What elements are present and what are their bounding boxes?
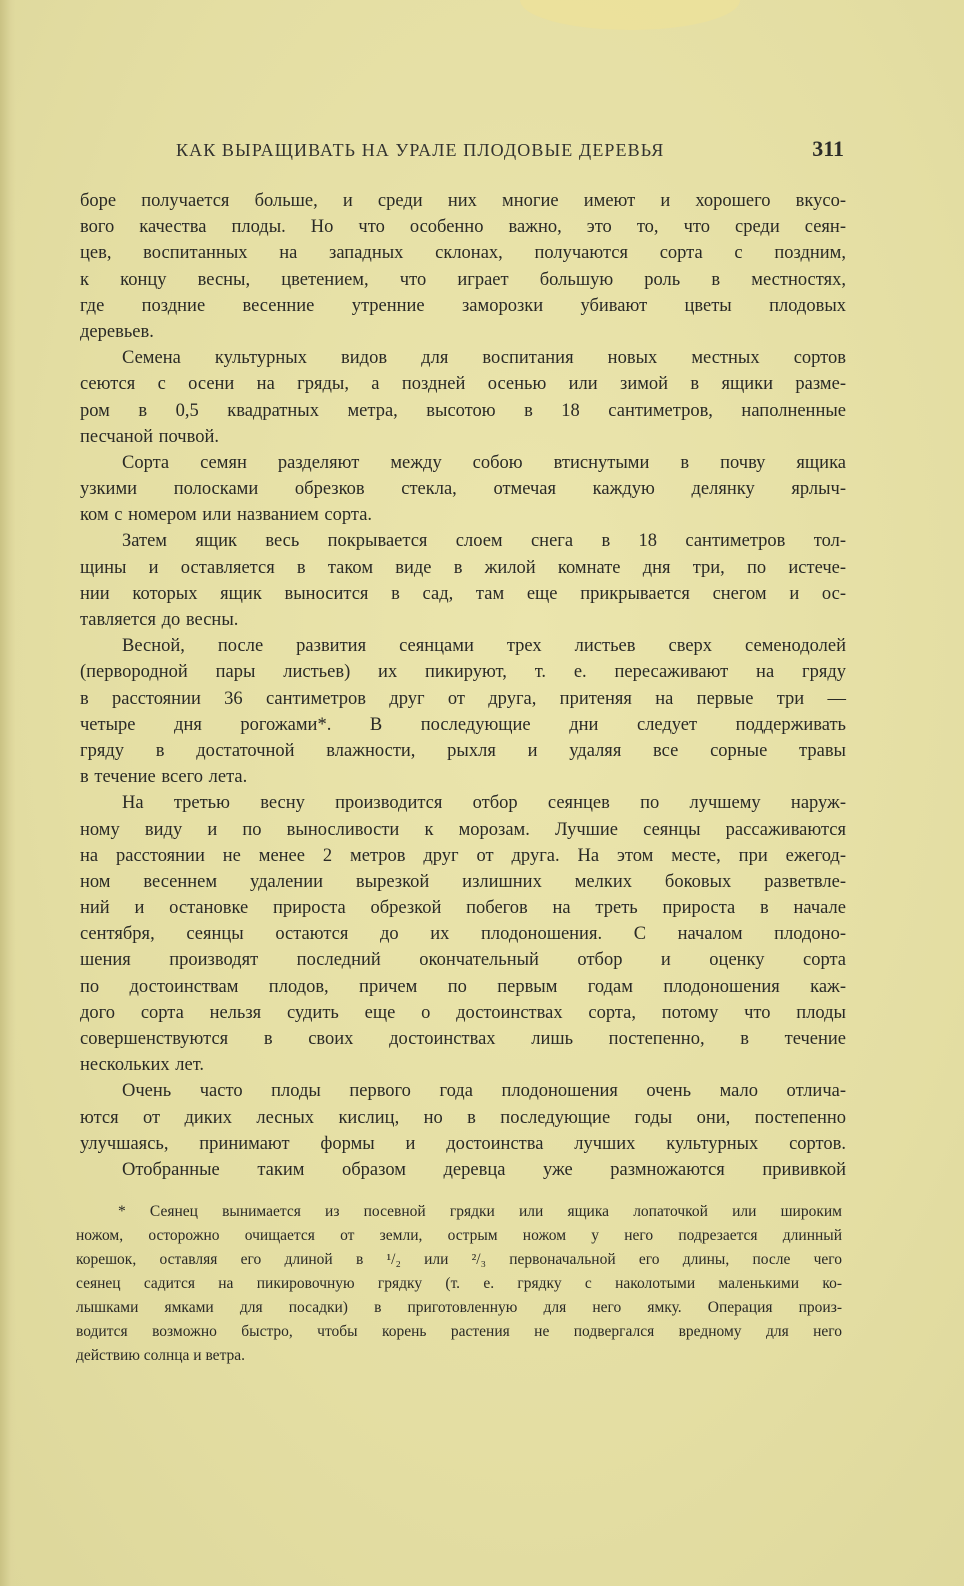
text-line: по достоинствам плодов, причем по первым годам плодоношения каж- bbox=[80, 976, 846, 997]
page-number: 311 bbox=[812, 136, 844, 161]
text-line: сентября, сеянцы остаются до их плодоношения. С началом плодоно- bbox=[80, 924, 846, 945]
text-line: гряду в достаточной влажности, рыхля и удаляя все сорные травы bbox=[80, 740, 846, 761]
text-line: где поздние весенние утренние заморозки убивают цветы плодовых bbox=[80, 295, 846, 316]
text-line: ний и остановке прироста обрезкой побегов на треть прироста в начале bbox=[80, 898, 846, 919]
text-line: дого сорта нельзя судить еще о достоинствах сорта, потому что плоды bbox=[80, 1002, 846, 1023]
footnote-line: водится возможно быстро, чтобы корень растения не подвергался вредному для него bbox=[76, 1323, 842, 1340]
footnote-line: действию солнца и ветра. bbox=[76, 1347, 246, 1364]
text-line: нии которых ящик выносится в сад, там еще прикрывается снегом и ос- bbox=[80, 583, 846, 604]
text-line: Сорта семян разделяют между собою втиснутыми в почву ящика bbox=[122, 452, 846, 473]
text-line: в течение всего лета. bbox=[80, 767, 248, 788]
text-line: Затем ящик весь покрывается слоем снега в 18 сантиметров тол- bbox=[122, 531, 846, 552]
text-line: (первородной пары листьев) их пикируют, т. е. пересаживают на гряду bbox=[80, 662, 846, 683]
running-title: КАК ВЫРАЩИВАТЬ НА УРАЛЕ ПЛОДОВЫЕ ДЕРЕВЬЯ bbox=[176, 140, 665, 160]
footnote-line: корешок, оставляя его длиной в ¹/₂ или ²/₃ первоначальной его длины, после чего bbox=[76, 1251, 842, 1268]
text-line: сеются с осени на гряды, а поздней осенью или зимой в ящики разме- bbox=[80, 374, 846, 395]
text-line: в расстоянии 36 сантиметров друг от друга, притеняя на первые три — bbox=[80, 688, 846, 709]
main-text bbox=[80, 188, 846, 1183]
text-line: четыре дня рогожами*. В последующие дни следует поддерживать bbox=[80, 714, 846, 735]
text-line: улучшаясь, принимают формы и достоинства лучших культурных сортов. bbox=[80, 1133, 846, 1154]
text-line: деревьев. bbox=[80, 321, 154, 342]
text-line: нескольких лет. bbox=[80, 1055, 205, 1076]
text-line: узкими полосками обрезков стекла, отмечая каждую делянку ярлыч- bbox=[80, 479, 846, 500]
text-line: ном весеннем удалении вырезкой излишних мелких боковых разветвле- bbox=[80, 871, 846, 892]
text-line: шения производят последний окончательный отбор и оценку сорта bbox=[80, 950, 846, 971]
text-line: ному виду и по выносливости к морозам. Лучшие сеянцы рассаживаются bbox=[80, 819, 846, 840]
footnote-line: лышками ямками для посадки) в приготовленную для него ямку. Операция произ- bbox=[76, 1299, 842, 1316]
text-line: щины и оставляется в таком виде в жилой комнате дня три, по истече- bbox=[80, 557, 846, 578]
text-line: Семена культурных видов для воспитания новых местных сортов bbox=[122, 348, 846, 369]
footnote bbox=[76, 1200, 842, 1368]
text-line: Отобранные таким образом деревца уже размножаются прививкой bbox=[122, 1159, 846, 1180]
text-line: вого качества плоды. Но что особенно важно, это то, что среди сеян- bbox=[80, 217, 846, 238]
text-line: на расстоянии не менее 2 метров друг от друга. На этом месте, при ежегод- bbox=[80, 845, 846, 866]
text-line: тавляется до весны. bbox=[80, 610, 239, 630]
text-line: ются от диких лесных кислиц, но в последующие годы они, постепенно bbox=[80, 1107, 846, 1128]
running-header bbox=[80, 136, 846, 166]
text-line: На третью весну производится отбор сеянцев по лучшему наруж- bbox=[122, 793, 846, 814]
text-line: ком с номером или названием сорта. bbox=[80, 505, 373, 526]
text-line: ром в 0,5 квадратных метра, высотою в 18 сантиметров, наполненные bbox=[80, 400, 846, 421]
text-line: Очень часто плоды первого года плодоношения очень мало отлича- bbox=[122, 1081, 846, 1102]
text-line: цев, воспитанных на западных склонах, получаются сорта с поздним, bbox=[80, 243, 846, 264]
footnote-line: * Сеянец вынимается из посевной грядки или ящика лопаточкой или широким bbox=[118, 1203, 842, 1220]
text-line: Весной, после развития сеянцами трех листьев сверх семенодолей bbox=[122, 636, 846, 657]
footnote-line: сеянец садится на пикировочную грядку (т. е. грядку с наколотыми маленькими ко- bbox=[76, 1275, 842, 1292]
text-line: боре получается больше, и среди них многие имеют и хорошего вкусо- bbox=[80, 191, 846, 211]
footnote-line: ножом, осторожно очищается от земли, острым ножом у него подрезается длинный bbox=[76, 1227, 842, 1244]
text-line: песчаной почвой. bbox=[80, 426, 219, 447]
text-line: совершенствуются в своих достоинствах лишь постепенно, в течение bbox=[80, 1029, 846, 1049]
text-line: к концу весны, цветением, что играет большую роль в местностях, bbox=[80, 269, 846, 290]
